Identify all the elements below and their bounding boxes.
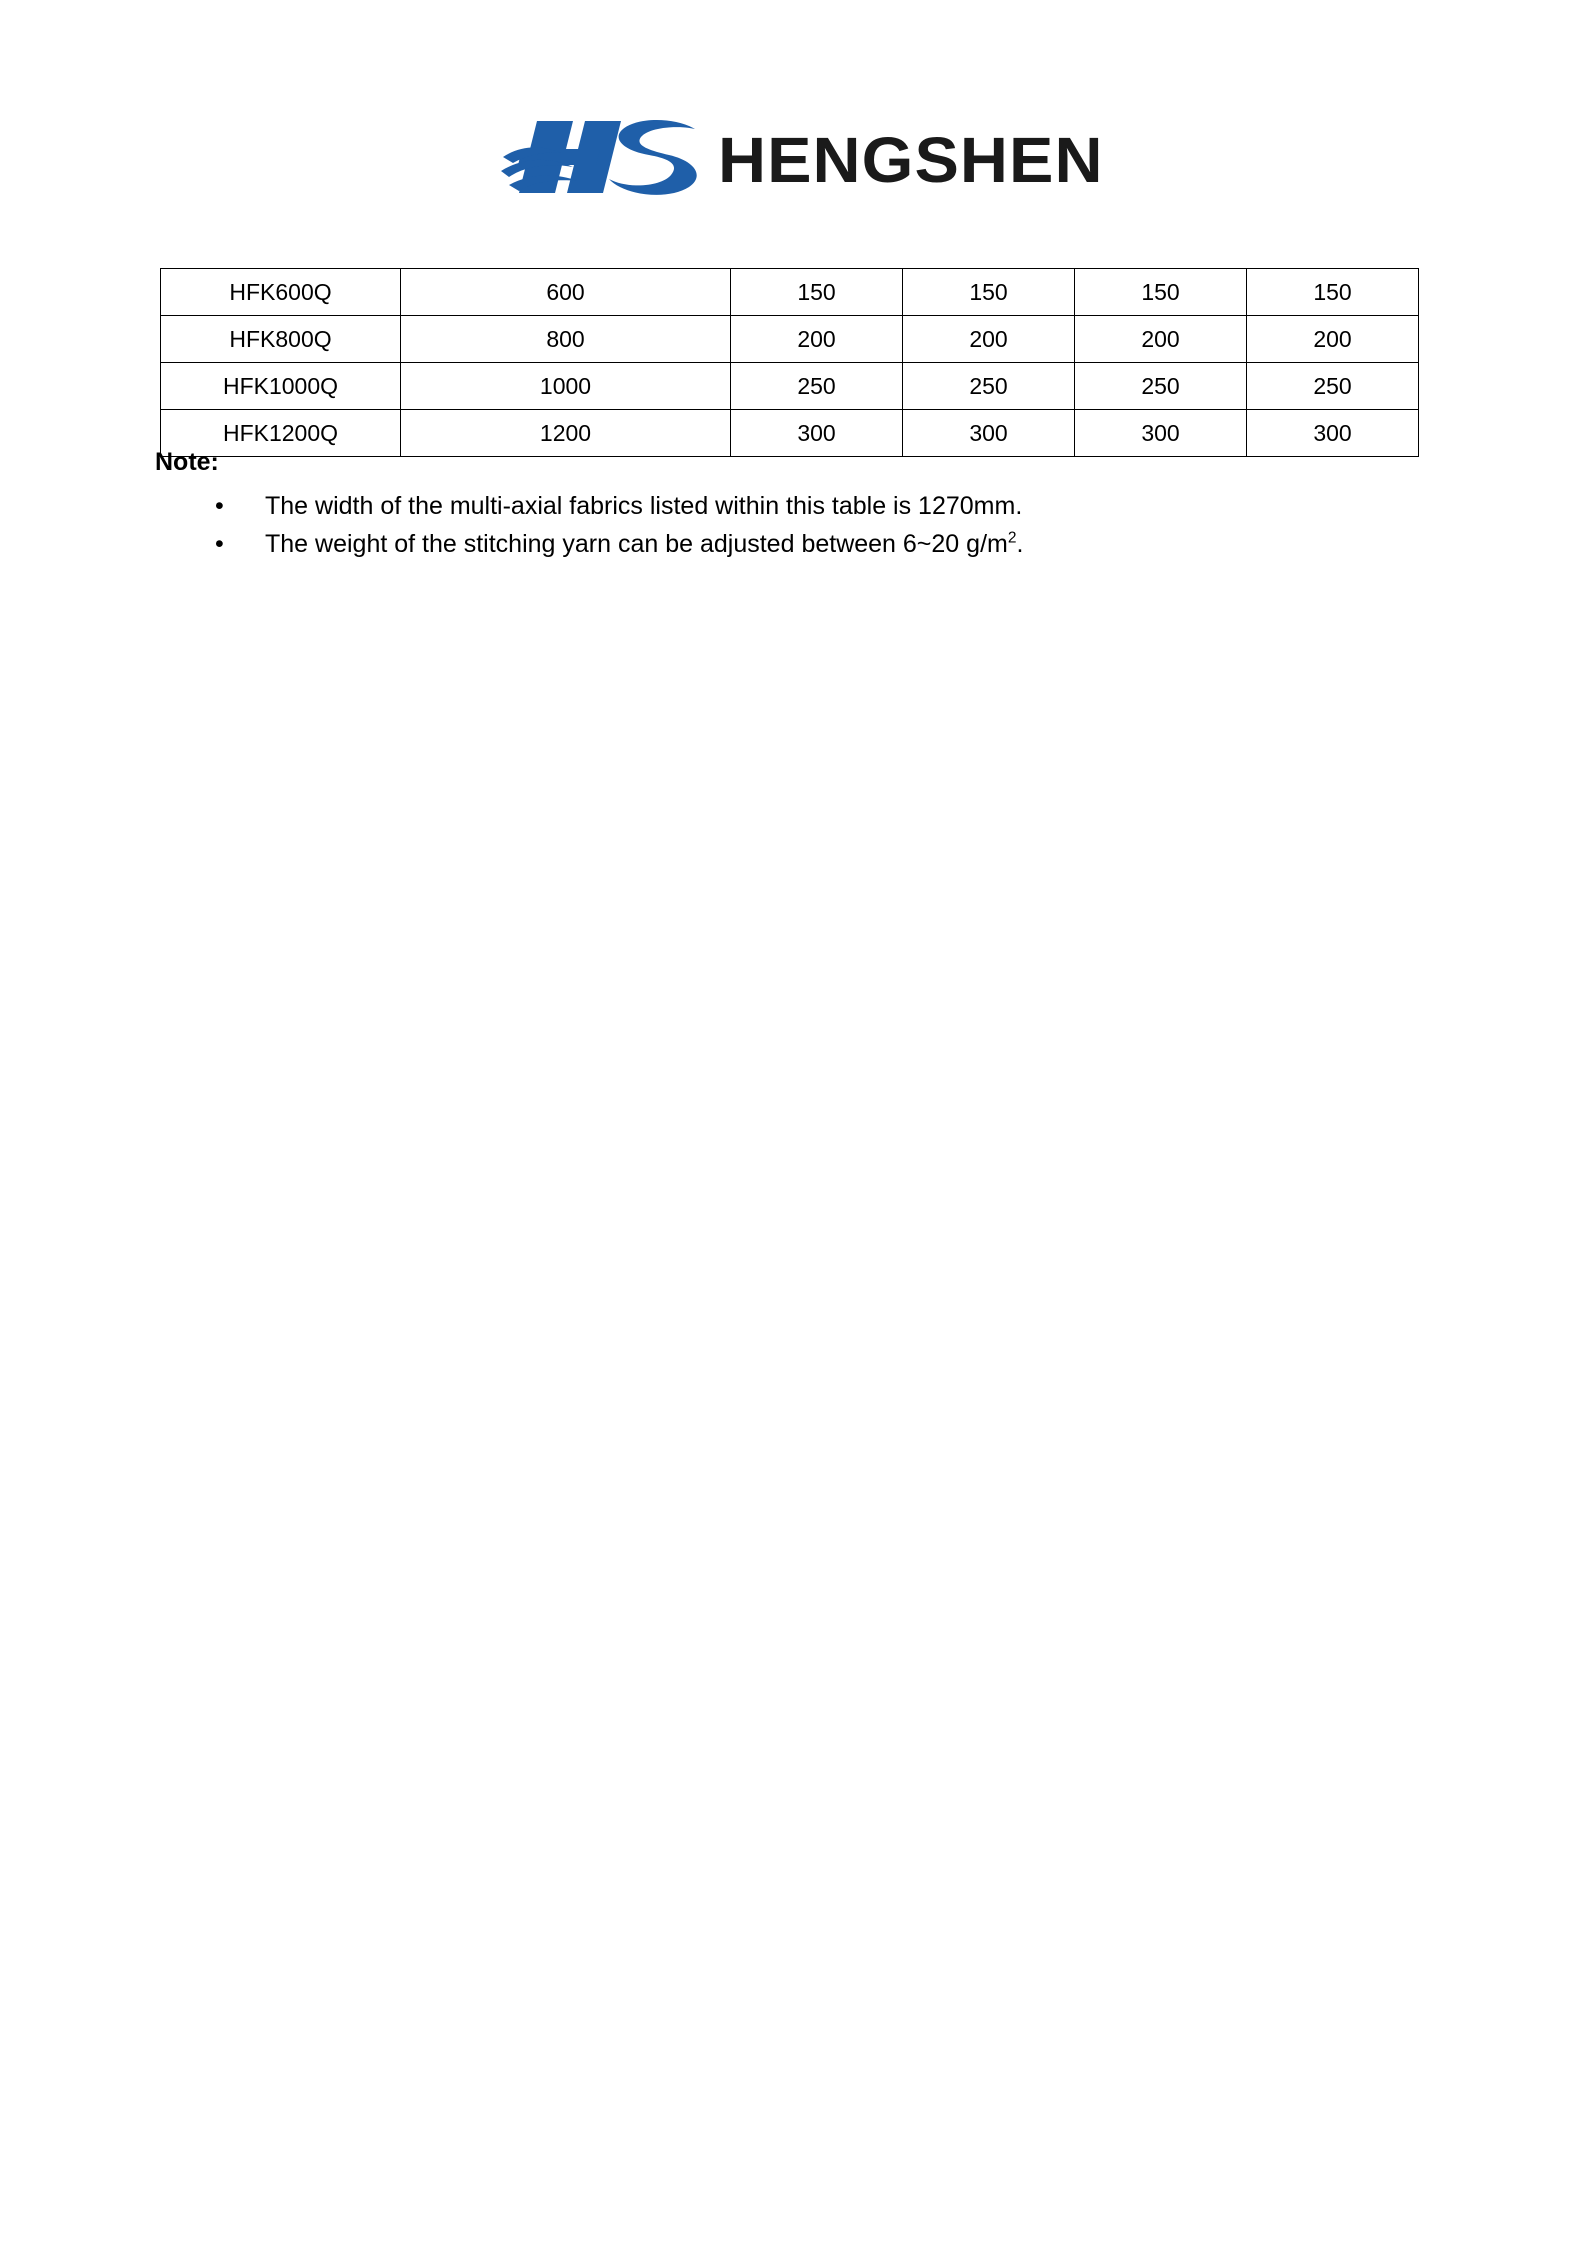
table-cell-layer-3: 300	[1075, 410, 1247, 457]
table-cell-layer-4: 150	[1247, 269, 1419, 316]
bullet-icon: •	[215, 530, 224, 558]
table-cell-layer-2: 200	[903, 316, 1075, 363]
logo-wordmark: HENGSHEN	[717, 124, 1104, 196]
table-cell-layer-4: 300	[1247, 410, 1419, 457]
specification-table	[160, 268, 1419, 457]
list-item	[155, 525, 1405, 563]
table-row	[161, 316, 1419, 363]
specification-table-wrapper	[160, 268, 1418, 457]
note-item-text-after: .	[1016, 530, 1024, 558]
note-item-text: The weight of the stitching yarn can be adjusted between 6~20 g/m	[265, 530, 1008, 558]
table-cell-layer-2: 300	[903, 410, 1075, 457]
table-row	[161, 269, 1419, 316]
table-cell-layer-3: 200	[1075, 316, 1247, 363]
table-cell-total-weight: 1200	[401, 410, 731, 457]
table-cell-product-code: HFK1200Q	[161, 410, 401, 457]
list-item	[155, 487, 1405, 525]
table-cell-layer-1: 250	[731, 363, 903, 410]
company-logo	[0, 105, 1587, 215]
table-cell-layer-2: 150	[903, 269, 1075, 316]
table-cell-product-code: HFK600Q	[161, 269, 401, 316]
table-cell-product-code: HFK1000Q	[161, 363, 401, 410]
table-cell-product-code: HFK800Q	[161, 316, 401, 363]
hs-monogram-icon	[499, 105, 704, 215]
table-cell-total-weight: 800	[401, 316, 731, 363]
note-section	[155, 448, 1405, 563]
table-cell-layer-1: 200	[731, 316, 903, 363]
table-cell-layer-3: 250	[1075, 363, 1247, 410]
table-cell-total-weight: 600	[401, 269, 731, 316]
table-cell-layer-1: 150	[731, 269, 903, 316]
table-cell-layer-3: 150	[1075, 269, 1247, 316]
note-item-text: The width of the multi-axial fabrics listed within this table is 1270mm.	[265, 492, 1023, 520]
note-item-superscript: 2	[1007, 529, 1017, 547]
note-title: Note:	[155, 448, 219, 476]
table-cell-layer-2: 250	[903, 363, 1075, 410]
note-list	[155, 487, 1405, 563]
table-row	[161, 363, 1419, 410]
table-cell-total-weight: 1000	[401, 363, 731, 410]
table-cell-layer-4: 250	[1247, 363, 1419, 410]
table-cell-layer-1: 300	[731, 410, 903, 457]
table-cell-layer-4: 200	[1247, 316, 1419, 363]
bullet-icon: •	[215, 492, 224, 520]
